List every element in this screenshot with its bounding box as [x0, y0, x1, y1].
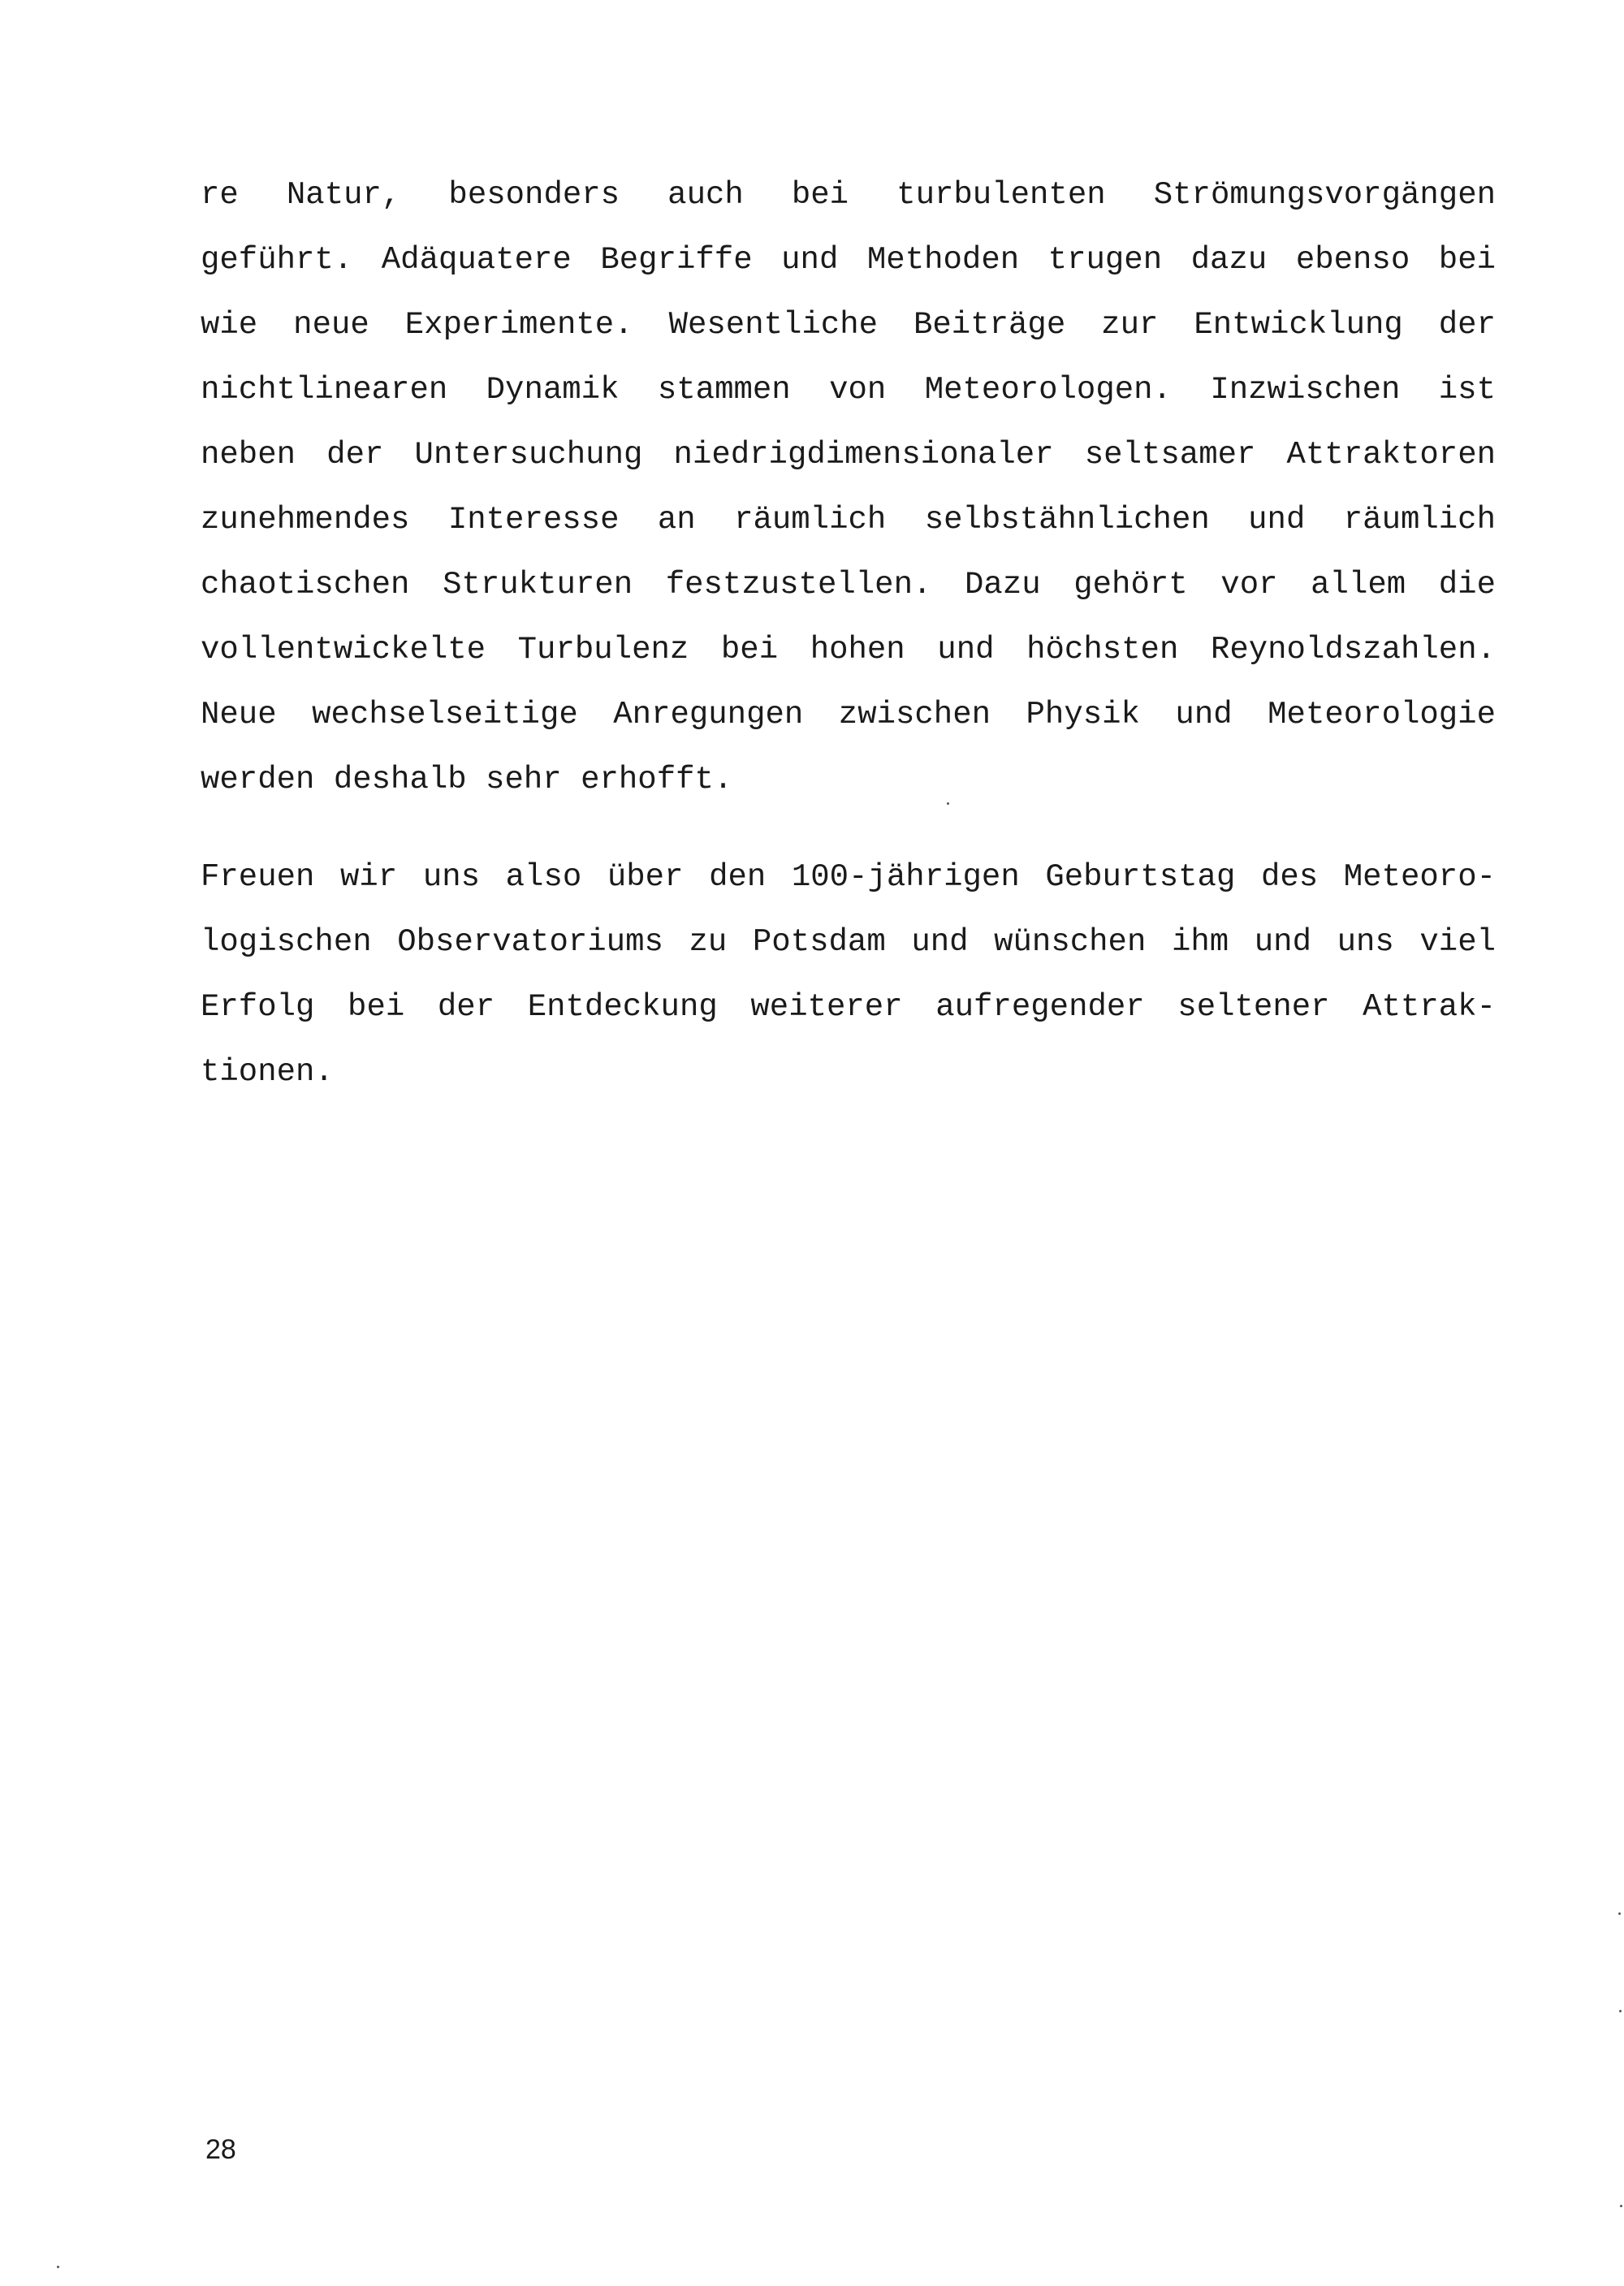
text-line: chaotischen Strukturen festzustellen. Dazu gehört vor allem die: [201, 567, 1496, 603]
scan-speck: [1618, 1912, 1621, 1915]
page-number: 28: [205, 2134, 236, 2165]
text-line: neben der Untersuchung niedrigdimensionaler seltsamer Attraktoren: [201, 437, 1496, 473]
text-line: re Natur, besonders auch bei turbulenten Strömungsvorgängen: [201, 177, 1496, 213]
text-line: tionen.: [201, 1054, 334, 1090]
scan-speck: [57, 2266, 59, 2268]
scan-speck: [1619, 2010, 1622, 2012]
text-line: nichtlinearen Dynamik stammen von Meteorologen. Inzwischen ist: [201, 372, 1496, 408]
scan-speck: [947, 802, 949, 805]
text-line: logischen Observatoriums zu Potsdam und wünschen ihm und uns viel: [201, 924, 1496, 960]
text-line: werden deshalb sehr erhofft.: [201, 762, 733, 797]
scan-speck: [1620, 2205, 1622, 2207]
text-line: geführt. Adäquatere Begriffe und Methoden trugen dazu ebenso bei: [201, 242, 1496, 278]
text-line: wie neue Experimente. Wesentliche Beiträge zur Entwicklung der: [201, 307, 1496, 343]
body-paragraph-2: [201, 845, 1496, 1104]
text-line: Erfolg bei der Entdeckung weiterer aufregender seltener Attrak-: [201, 989, 1496, 1025]
body-paragraph-1: [201, 162, 1496, 812]
text-line: zunehmendes Interesse an räumlich selbstähnlichen und räumlich: [201, 502, 1496, 538]
text-line: Neue wechselseitige Anregungen zwischen Physik und Meteorologie: [201, 697, 1496, 732]
text-line: Freuen wir uns also über den 100-jährigen Geburtstag des Meteoro-: [201, 859, 1496, 895]
text-line: vollentwickelte Turbulenz bei hohen und höchsten Reynoldszahlen.: [201, 632, 1496, 668]
